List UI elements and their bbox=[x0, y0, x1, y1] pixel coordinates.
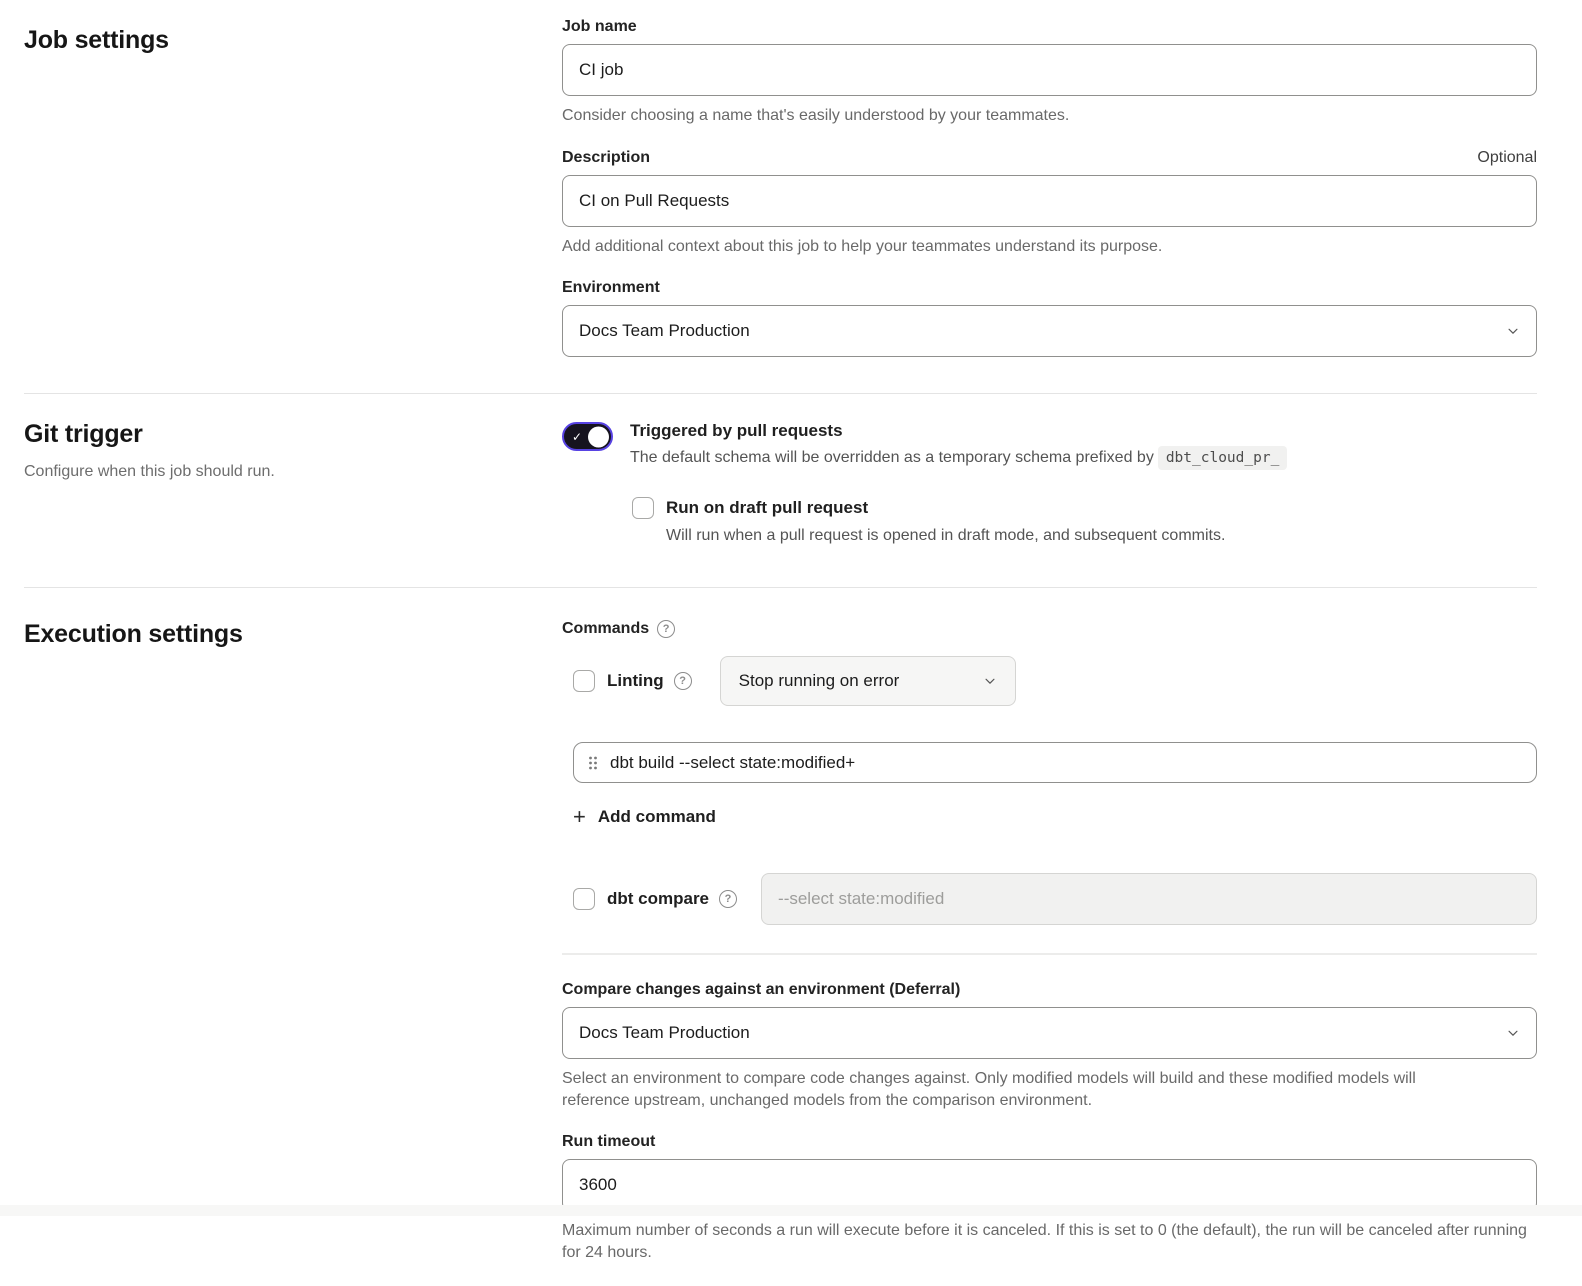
description-label: Description bbox=[562, 148, 651, 166]
job-name-label: Job name bbox=[562, 18, 637, 35]
pr-trigger-toggle[interactable] bbox=[562, 422, 613, 451]
bottom-edge-strip bbox=[0, 1205, 1582, 1216]
git-trigger-title: Git trigger bbox=[24, 420, 143, 449]
commands-label: Commands bbox=[562, 620, 650, 638]
deferral-select[interactable] bbox=[562, 1007, 1537, 1059]
run-timeout-input[interactable] bbox=[562, 1159, 1537, 1211]
description-input[interactable] bbox=[562, 175, 1537, 227]
drag-handle-icon[interactable] bbox=[588, 755, 598, 771]
dbt-compare-row bbox=[573, 873, 1537, 925]
command-input-wrap bbox=[573, 742, 1537, 783]
description-helper: Add additional context about this job to help your teammates understand its purpose. bbox=[562, 237, 1163, 255]
add-command-label: Add command bbox=[597, 807, 716, 827]
deferral-label: Compare changes against an environment (Deferral) bbox=[562, 981, 961, 999]
linting-row bbox=[573, 656, 1537, 706]
linting-mode-value: Stop running on error bbox=[738, 671, 900, 691]
schema-prefix-chip: dbt_cloud_pr_ bbox=[1158, 446, 1288, 470]
job-settings-title: Job settings bbox=[24, 26, 169, 54]
section-git-trigger bbox=[24, 394, 1537, 587]
chevron-down-icon bbox=[1506, 1026, 1520, 1040]
section-execution-settings bbox=[24, 588, 1537, 1285]
execution-divider bbox=[562, 953, 1537, 955]
command-input[interactable] bbox=[610, 753, 1522, 773]
linting-help-icon[interactable] bbox=[674, 672, 692, 690]
section-job-settings bbox=[24, 0, 1537, 393]
run-timeout-label: Run timeout bbox=[562, 1133, 656, 1151]
pr-trigger-label: Triggered by pull requests bbox=[630, 421, 843, 441]
run-timeout-field bbox=[562, 1133, 1537, 1263]
check-icon bbox=[572, 431, 582, 443]
dbt-compare-input[interactable] bbox=[761, 873, 1537, 925]
linting-label: Linting bbox=[607, 671, 664, 691]
environment-select[interactable] bbox=[562, 305, 1537, 357]
dbt-compare-help-icon[interactable] bbox=[719, 890, 737, 908]
description-field bbox=[562, 149, 1537, 258]
chevron-down-icon bbox=[983, 674, 997, 688]
run-timeout-helper: Maximum number of seconds a run will execute before it is canceled. If this is set to 0 (the default), the run will be canceled after running for 24 hours. bbox=[562, 1222, 1527, 1261]
deferral-helper: Select an environment to compare code changes against. Only modified models will build and these modified models will reference upstream, unchanged models from the comparison environment. bbox=[562, 1070, 1416, 1109]
linting-checkbox[interactable] bbox=[573, 670, 595, 692]
commands-label-row bbox=[562, 620, 1537, 638]
chevron-down-icon bbox=[1506, 324, 1520, 338]
draft-pr-label: Run on draft pull request bbox=[666, 498, 869, 518]
dbt-compare-checkbox[interactable] bbox=[573, 888, 595, 910]
job-name-input[interactable] bbox=[562, 44, 1537, 96]
git-trigger-subtitle: Configure when this job should run. bbox=[24, 463, 275, 481]
draft-pr-checkbox[interactable] bbox=[632, 497, 654, 519]
deferral-select-value: Docs Team Production bbox=[579, 1023, 750, 1043]
environment-label: Environment bbox=[562, 279, 660, 297]
plus-icon bbox=[573, 806, 586, 828]
job-name-helper: Consider choosing a name that's easily understood by your teammates. bbox=[562, 107, 1070, 124]
draft-pr-block bbox=[632, 497, 1537, 545]
environment-field bbox=[562, 279, 1537, 357]
optional-badge: Optional bbox=[1477, 148, 1537, 166]
job-name-field bbox=[562, 18, 1537, 127]
linting-mode-select[interactable] bbox=[720, 656, 1016, 706]
deferral-field bbox=[562, 981, 1537, 1111]
commands-help-icon[interactable] bbox=[657, 620, 675, 638]
command-row bbox=[573, 742, 1537, 783]
environment-select-value: Docs Team Production bbox=[579, 321, 750, 341]
pr-trigger-description: The default schema will be overridden as a temporary schema prefixed by dbt_cloud_pr_ bbox=[630, 449, 1287, 467]
draft-pr-description: Will run when a pull request is opened in draft mode, and subsequent commits. bbox=[666, 527, 1226, 545]
toggle-knob bbox=[588, 426, 609, 447]
dbt-compare-label: dbt compare bbox=[607, 889, 710, 909]
add-command-button[interactable] bbox=[573, 806, 716, 828]
execution-settings-title: Execution settings bbox=[24, 620, 243, 649]
pr-trigger-row bbox=[562, 421, 1537, 467]
